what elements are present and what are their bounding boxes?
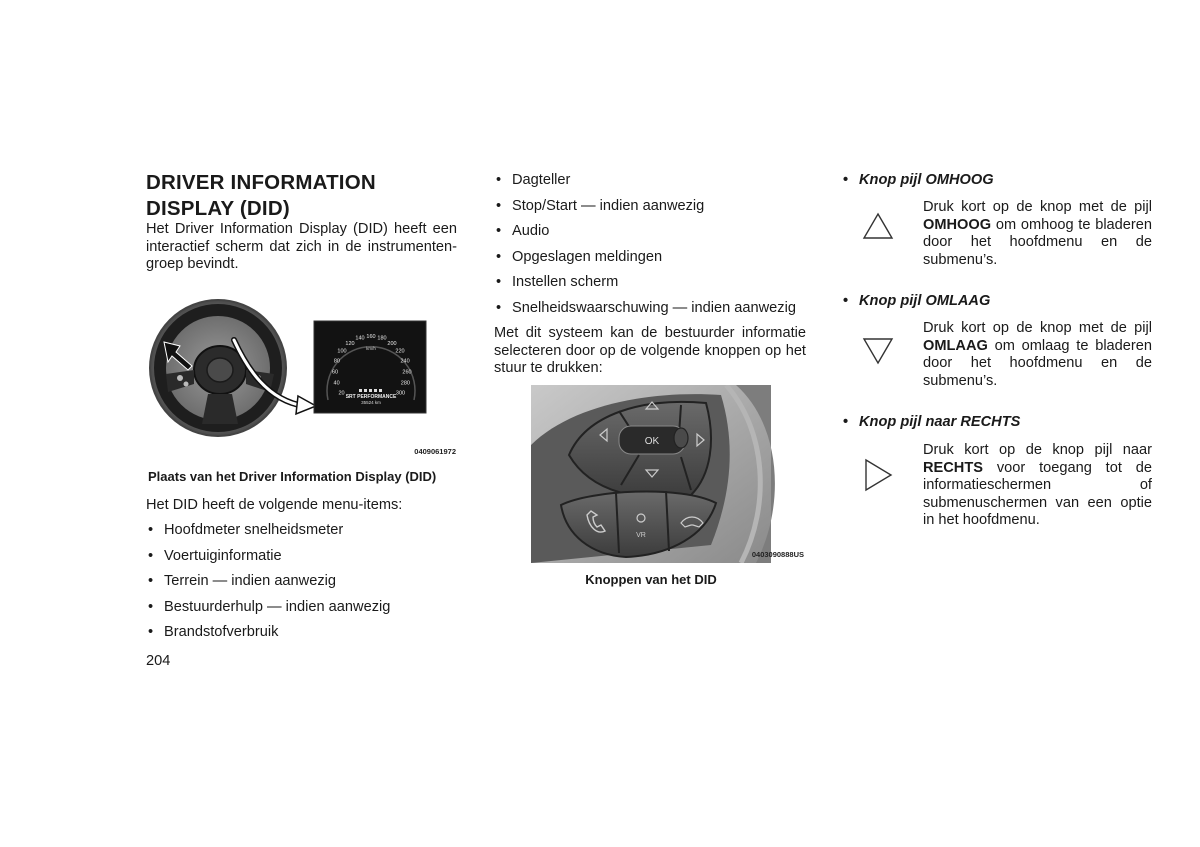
speed-label: 60 [331, 369, 339, 376]
vr-label: VR [636, 532, 646, 539]
list-item: • Bestuurderhulp — indien aanwezig [146, 599, 466, 625]
cluster-text-1: SRT PERFORMANCE [345, 394, 397, 400]
ok-label: OK [644, 436, 660, 447]
section-title-line1: DRIVER INFORMATION [146, 171, 376, 194]
figure-code: 0409061972 [414, 447, 456, 456]
intro-paragraph: Het Driver Information Display (DID) heeft een interactief scherm dat zich in de instrumenten-groep bevindt. [146, 221, 457, 272]
speed-label: 160 [366, 334, 376, 340]
desc-down [923, 320, 1152, 390]
speed-label: 40 [333, 380, 340, 387]
figure2-caption: Knoppen van het DID [585, 572, 717, 587]
list-item: • Hoofdmeter snelheidsmeter [146, 522, 466, 548]
speed-label: 120 [345, 340, 355, 347]
desc-up-strong: OMHOOG [923, 216, 992, 233]
desc-right-text2: voor toegang tot de informatieschermen of submenuschermen van een optie in het hoofdmenu. [923, 459, 1152, 528]
list-item: • Terrein — indien aanwezig [146, 573, 466, 599]
speed-label: 300 [395, 390, 406, 397]
desc-right-strong: RECHTS [923, 459, 983, 476]
speed-label: 180 [377, 335, 387, 342]
steering-wheel-illustration [146, 296, 458, 458]
list-item: • Snelheidswaarschuwing — indien aanwezig [494, 300, 814, 326]
section-title [146, 170, 376, 222]
speed-label: 200 [387, 340, 397, 347]
list-item: • Audio [494, 223, 814, 249]
figure-code: 0403090888US [751, 550, 804, 559]
triangle-right-icon [862, 458, 894, 497]
heading-up-button: • Knop pijl OMHOOG [843, 172, 994, 188]
steering-buttons-illustration [531, 385, 806, 563]
triangle-up-icon [862, 211, 894, 246]
curved-arrow-icon [296, 396, 316, 414]
menu-intro: Het DID heeft de volgende menu-items: [146, 497, 403, 513]
desc-right [923, 442, 1152, 530]
speed-label: 80 [333, 358, 340, 365]
desc-down-text1: Druk kort op de knop met de pijl [923, 320, 1152, 336]
list-item: • Brandstofverbruik [146, 624, 466, 650]
list-item: • Instellen scherm [494, 274, 814, 300]
menu-list-left [146, 522, 466, 650]
desc-down-strong: OMLAAG [923, 337, 988, 354]
svg-text:km/h: km/h [366, 346, 376, 351]
cluster-text-2: 35524 km [361, 400, 381, 405]
page-number: 204 [146, 653, 171, 669]
speed-label: 140 [355, 335, 365, 342]
list-item: • Opgeslagen meldingen [494, 249, 814, 275]
heading-right-text: Knop pijl naar RECHTS [859, 414, 1021, 430]
figure-did-location [146, 296, 458, 458]
heading-down-text: Knop pijl OMLAAG [859, 293, 991, 309]
speed-label: 260 [402, 369, 412, 376]
list-item: • Voertuiginformatie [146, 548, 466, 574]
speed-label: 240 [400, 358, 410, 365]
desc-down-text2: om omlaag te bladeren door het hoofdmenu en de submenu’s. [923, 337, 1152, 389]
desc-up-text2: om omhoog te bladeren door het hoofdmenu en de submenu’s. [923, 216, 1152, 268]
figure-did-buttons [531, 385, 806, 563]
desc-right-text1: Druk kort op de knop pijl naar [923, 442, 1152, 458]
desc-up [923, 199, 1152, 269]
desc-up-text1: Druk kort op de knop met de pijl [923, 199, 1152, 215]
heading-up-text: Knop pijl OMHOOG [859, 172, 994, 188]
list-item: • Dagteller [494, 172, 814, 198]
list-item: • Stop/Start — indien aanwezig [494, 198, 814, 224]
figure1-caption: Plaats van het Driver Information Display (DID) [148, 469, 437, 484]
speed-label: 100 [337, 348, 347, 355]
speed-label: 220 [395, 348, 405, 355]
heading-right-button: • Knop pijl naar RECHTS [843, 414, 1021, 430]
speed-label: 20 [338, 390, 345, 397]
section-title-line2: DISPLAY (DID) [146, 197, 290, 220]
menu-list-middle [494, 172, 814, 325]
speed-label: 280 [400, 380, 410, 387]
triangle-down-icon [862, 336, 894, 371]
buttons-paragraph: Met dit systeem kan de bestuurder informatie selecteren door op de volgende knoppen op het stuur te drukken: [494, 325, 806, 376]
heading-down-button: • Knop pijl OMLAAG [843, 293, 991, 309]
